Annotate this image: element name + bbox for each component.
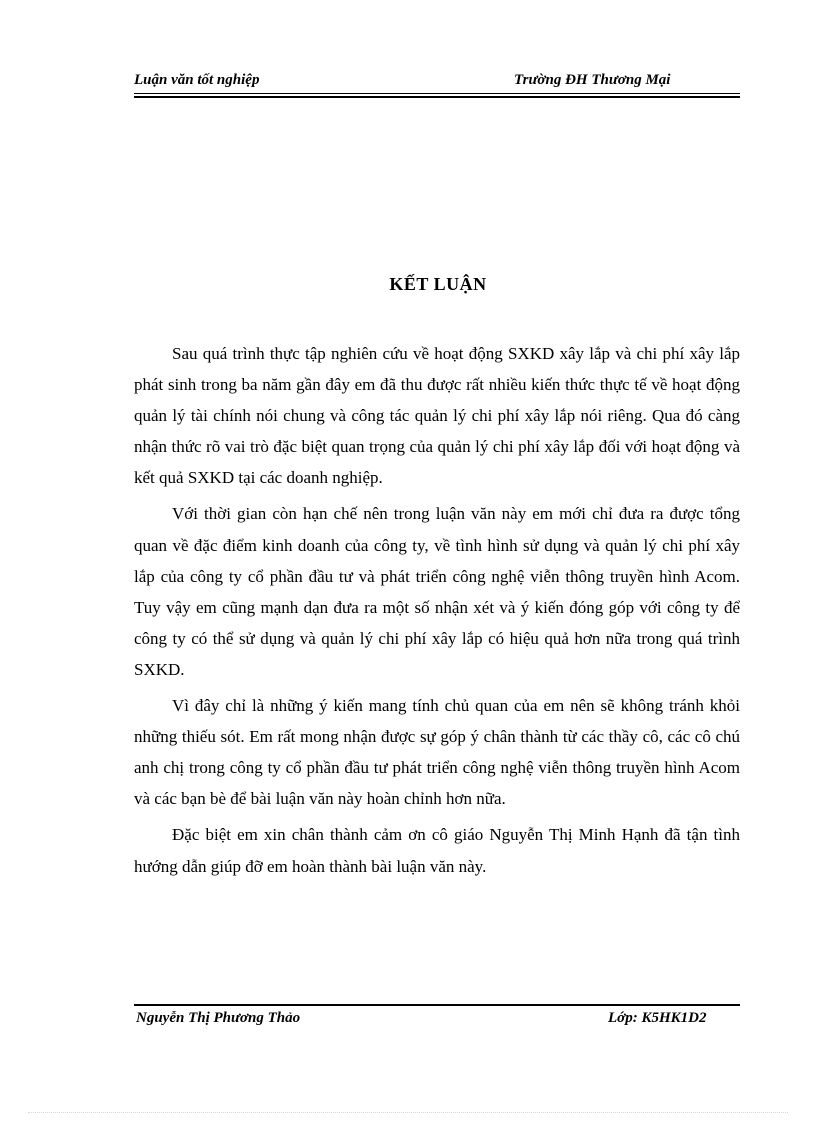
header-rule-bottom xyxy=(134,96,740,98)
document-body xyxy=(134,338,740,887)
footer-author-name: Nguyễn Thị Phương Thảo xyxy=(136,1010,301,1026)
footer-rule xyxy=(134,1004,740,1006)
page-title: KẾT LUẬN xyxy=(389,274,487,294)
paragraph-3: Vì đây chỉ là những ý kiến mang tính chủ quan của em nên sẽ không tránh khỏi những thiếu sót. Em rất mong nhận được sự góp ý chân thành từ các thầy cô, các cô chú anh chị trong công ty cổ phần đầu tư phát triển công nghệ viễn thông truyền hình Acom và các bạn bè để bài luận văn này hoàn chỉnh hơn nữa. xyxy=(134,696,740,809)
page-edge-divider xyxy=(28,1112,788,1113)
header-thesis-label: Luận văn tốt nghiệp xyxy=(134,72,260,88)
footer-class-code: Lớp: K5HK1D2 xyxy=(608,1010,707,1026)
paragraph-4: Đặc biệt em xin chân thành cảm ơn cô giáo Nguyễn Thị Minh Hạnh đã tận tình hướng dẫn giúp đỡ em hoàn thành bài luận văn này. xyxy=(134,825,740,876)
paragraph-1: Sau quá trình thực tập nghiên cứu về hoạt động SXKD xây lắp và chi phí xây lắp phát sinh trong ba năm gần đây em đã thu được rất nhiều kiến thức thực tế về hoạt động quản lý tài chính nói chung và công tác quản lý chi phí xây lắp nói riêng. Qua đó càng nhận thức rõ vai trò đặc biệt quan trọng của quản lý chi phí xây lắp đối với hoạt động và kết quả SXKD tại các doanh nghiệp. xyxy=(134,344,740,488)
header-rule-top xyxy=(134,93,740,94)
header-university-name: Trường ĐH Thương Mại xyxy=(514,72,671,88)
page-footer xyxy=(134,1010,740,1034)
paragraph-2: Với thời gian còn hạn chế nên trong luận văn này em mới chỉ đưa ra được tổng quan về đặc điểm kinh doanh của công ty, về tình hình sử dụng và quản lý chi phí xây lắp của công ty cổ phần đầu tư và phát triển công nghệ viễn thông truyền hình Acom. Tuy vậy em cũng mạnh dạn đưa ra một số nhận xét và ý kiến đóng góp với công ty để công ty có thể sử dụng và quản lý chi phí xây lắp có hiệu quả hơn nữa trong quá trình SXKD. xyxy=(134,504,740,679)
